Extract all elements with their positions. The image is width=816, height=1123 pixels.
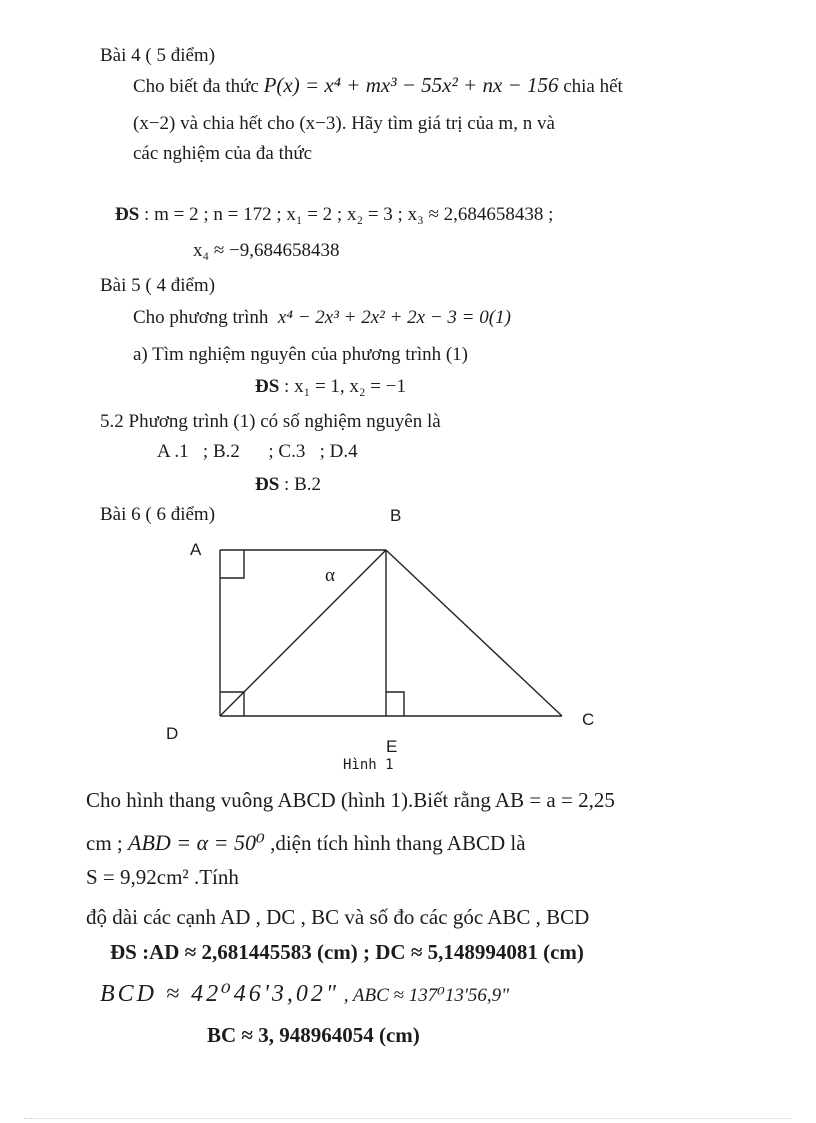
diagonal-bd — [220, 550, 386, 716]
bai4-line1-post: chia hết — [563, 76, 623, 97]
figure-caption: Hình 1 — [343, 757, 394, 773]
bai6-answer-bc: BC ≈ 3, 948964054 (cm) — [207, 1023, 420, 1047]
side-bc — [386, 550, 562, 716]
ds-label: ĐS — [255, 376, 280, 397]
bai5-question-52: 5.2 Phương trình (1) có số nghiệm nguyên là — [100, 411, 441, 432]
bai6-title: Bài 6 ( 6 điểm) — [100, 504, 216, 525]
bai5-answer-a: : x₁ = 1, x₂ = −1 — [284, 376, 406, 397]
bai6-answer-ad-dc: :AD ≈ 2,681445583 (cm) ; DC ≈ 5,148994081 (cm) — [142, 940, 584, 964]
vertex-c-label: C — [582, 710, 595, 729]
bai4-answer1: : m = 2 ; n = 172 ; x₁ = 2 ; x₂ = 3 ; x₃ ≈ 2,684658438 ; — [144, 204, 554, 225]
bai6-line4: độ dài các cạnh AD , DC , BC và số đo các góc ABC , BCD — [86, 905, 590, 929]
bai4-line2: (x−2) và chia hết cho (x−3). Hãy tìm giá trị của m, n và — [133, 113, 555, 134]
bai6-line2 — [86, 831, 526, 855]
right-angle-e — [386, 692, 404, 716]
bai5-answer-52: : B.2 — [284, 474, 321, 495]
bai4-polynomial: P(x) = x⁴ + mx³ − 55x² + nx − 156 — [263, 73, 559, 97]
bai4-line3: các nghiệm của đa thức — [133, 143, 313, 164]
vertex-e-label: E — [386, 737, 398, 756]
bai4-line1-pre: Cho biết đa thức — [133, 76, 259, 97]
answer-bcd: BCD ≈ 42⁰46'3,02" — [100, 981, 340, 1007]
bai5-line1-pre: Cho phương trình — [133, 307, 269, 328]
answer-abc: , ABC ≈ 137⁰13'56,9" — [343, 985, 510, 1006]
ds-label: ĐS — [115, 204, 140, 225]
right-angle-a — [220, 550, 244, 578]
bai6-line2-pre: cm ; — [86, 831, 123, 855]
bai5-part-a: a) Tìm nghiệm nguyên của phương trình (1) — [133, 344, 469, 365]
ds-label: ĐS — [255, 474, 280, 495]
bai4-title: Bài 4 ( 5 điểm) — [100, 45, 216, 66]
alpha-label: α — [325, 565, 335, 586]
bai6-answer-line2 — [100, 982, 509, 1008]
vertex-b-label: B — [390, 506, 402, 525]
bai5-choices: A .1 ; B.2 ; C.3 ; D.4 — [157, 441, 358, 462]
bai4-answer-line2: x₄ ≈ −9,684658438 — [193, 240, 340, 261]
bai5-title: Bài 5 ( 4 điểm) — [100, 275, 216, 296]
page-bottom-rule — [24, 1118, 792, 1119]
angle-abd-equation: ABD = α = 50⁰ — [128, 830, 265, 855]
vertex-a-label: A — [190, 540, 202, 559]
vertex-d-label: D — [166, 724, 179, 743]
ds-label: ĐS — [110, 940, 137, 964]
bai6-answer-line1 — [110, 940, 584, 964]
bai6-line1: Cho hình thang vuông ABCD (hình 1).Biết rằng AB = a = 2,25 — [86, 788, 615, 812]
bai6-area: S = 9,92cm² .Tính — [86, 865, 239, 889]
bai5-equation: x⁴ − 2x³ + 2x² + 2x − 3 = 0(1) — [277, 307, 511, 328]
bai6-line2-post: ,diện tích hình thang ABCD là — [270, 831, 526, 855]
